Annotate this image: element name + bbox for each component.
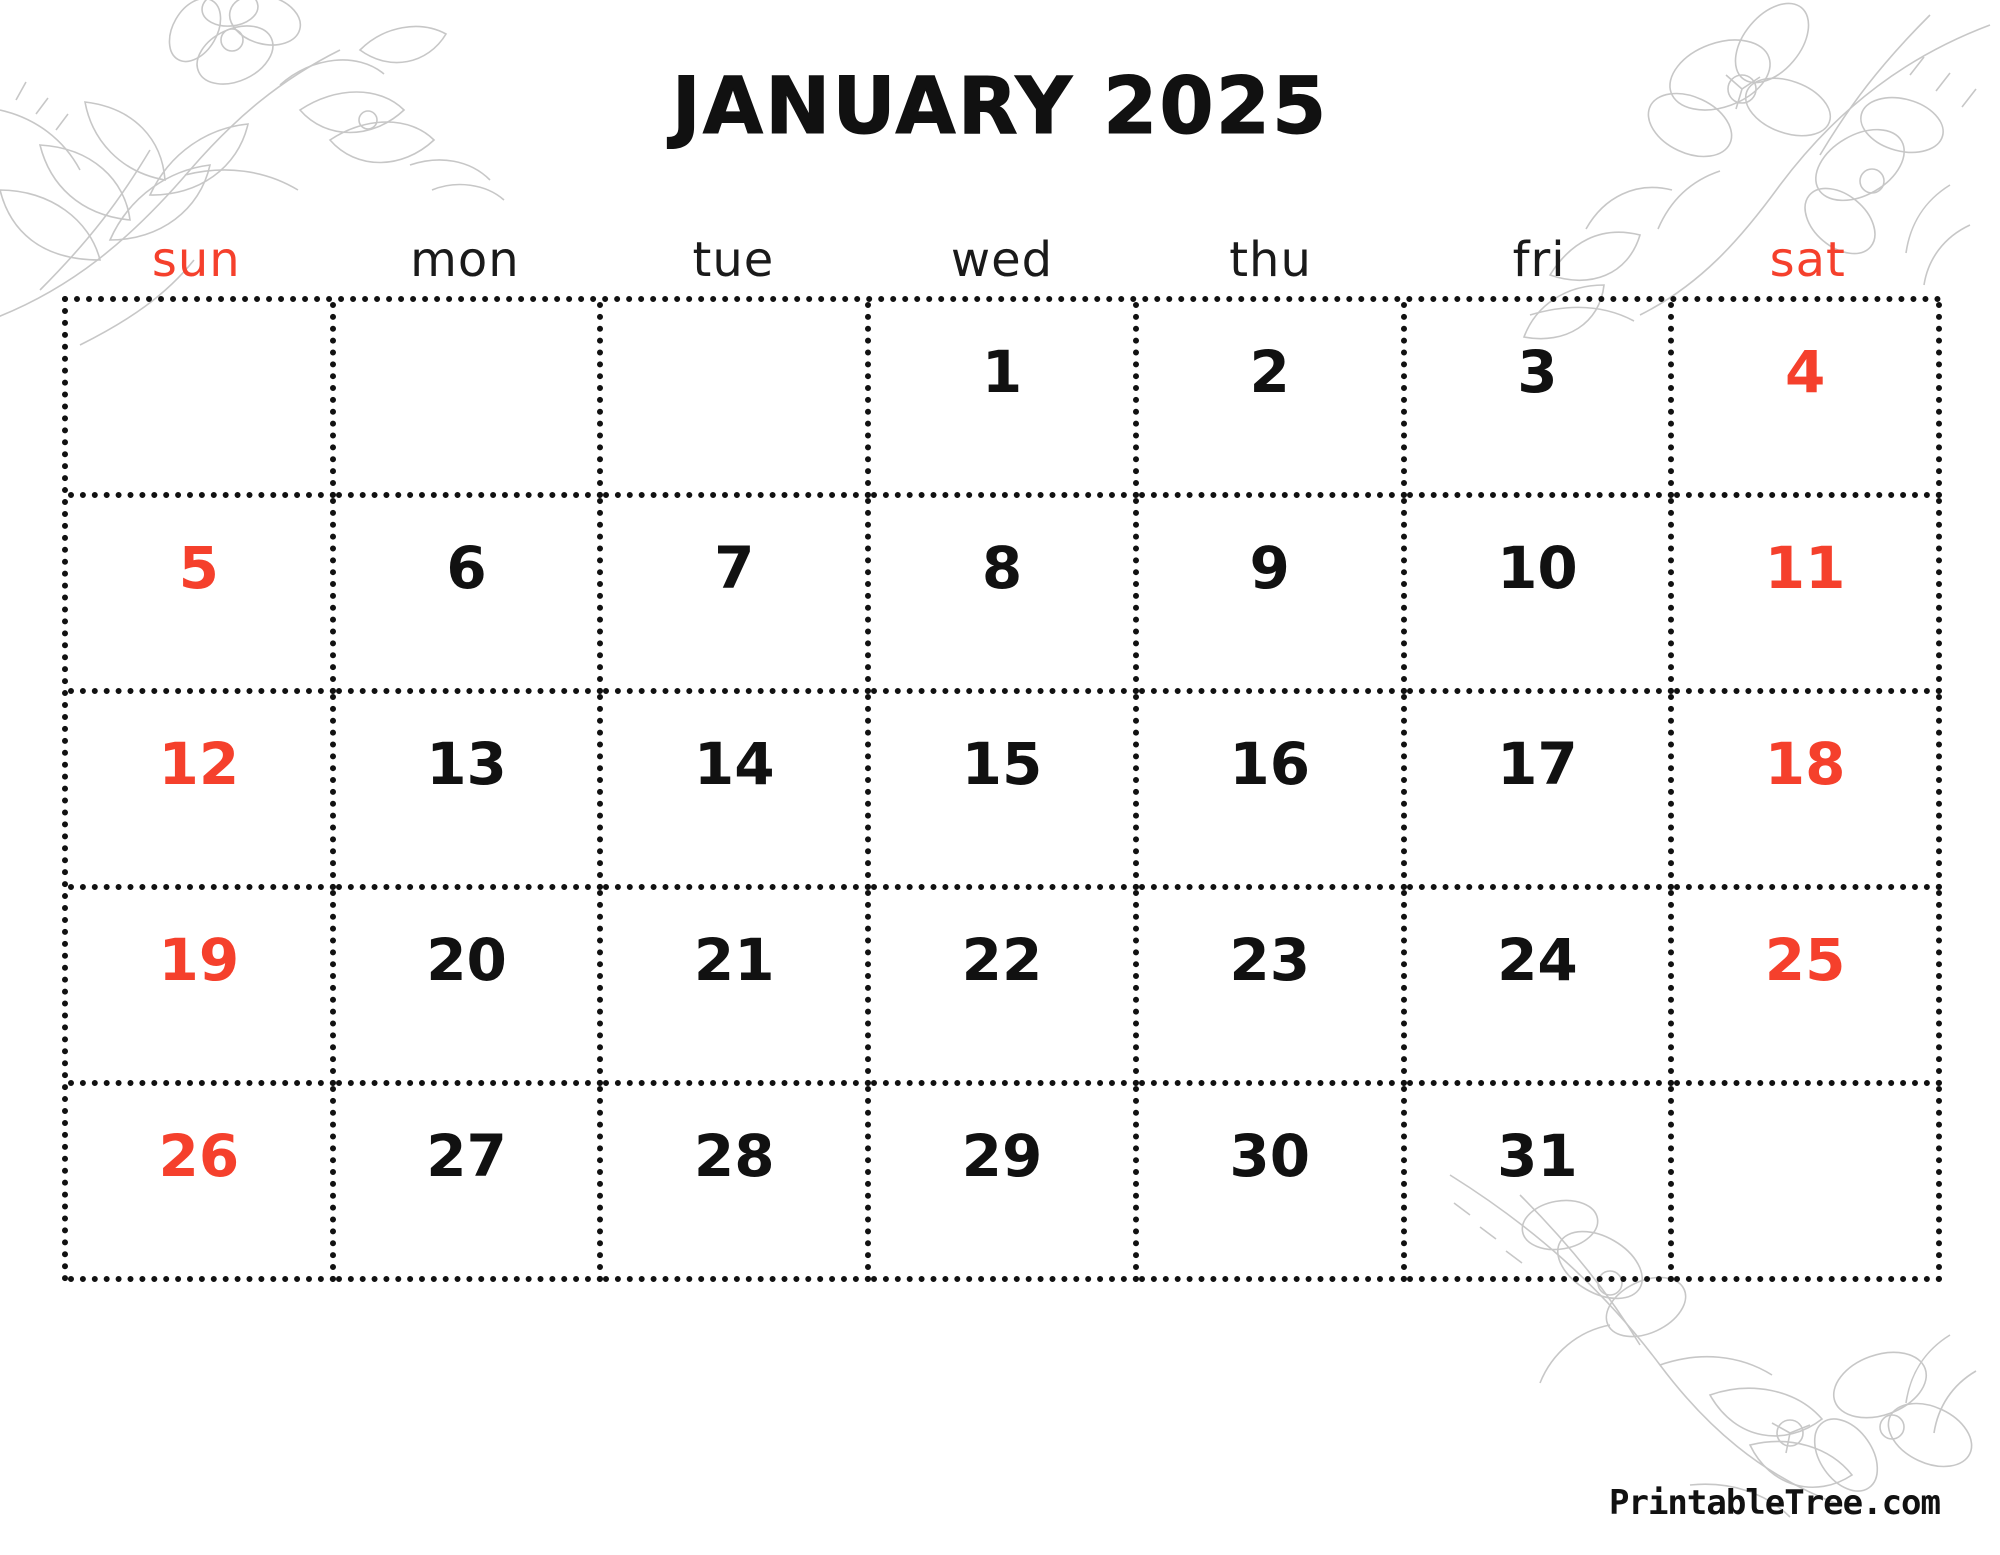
day-cell[interactable] (603, 890, 871, 1086)
calendar-grid (62, 232, 1942, 1282)
day-cell[interactable] (603, 498, 871, 694)
weekday-sun: sun (151, 232, 241, 288)
day-cell[interactable] (871, 890, 1139, 1086)
day-cell[interactable] (603, 694, 871, 890)
day-number: 9 (1249, 534, 1290, 602)
day-number: 25 (1764, 926, 1846, 994)
day-number: 20 (426, 926, 507, 994)
weekday-thu: thu (1229, 232, 1312, 288)
day-number: 24 (1497, 926, 1578, 994)
day-cell[interactable] (603, 302, 871, 498)
day-number: 18 (1764, 730, 1846, 798)
day-number: 21 (693, 926, 775, 994)
day-cell[interactable] (68, 498, 336, 694)
day-cells (62, 296, 1942, 1282)
day-cell[interactable] (336, 302, 604, 498)
day-cell[interactable] (1139, 694, 1407, 890)
day-cell[interactable] (871, 694, 1139, 890)
page-title: JANUARY 2025 (671, 62, 1329, 152)
day-cell[interactable] (68, 1086, 336, 1282)
day-number: 7 (714, 534, 755, 602)
day-cell[interactable] (1407, 890, 1675, 1086)
brand-watermark: PrintableTree.com (1609, 1483, 1940, 1523)
day-number: 29 (961, 1122, 1043, 1190)
day-cell[interactable] (1407, 498, 1675, 694)
day-number: 15 (961, 730, 1043, 798)
day-cell[interactable] (336, 694, 604, 890)
day-number: 5 (178, 534, 220, 602)
weekday-sat: sat (1769, 232, 1846, 288)
day-number: 2 (1249, 338, 1290, 406)
day-number: 4 (1784, 338, 1826, 406)
day-number: 27 (426, 1122, 507, 1190)
day-cell[interactable] (1674, 498, 1942, 694)
day-cell[interactable] (1407, 694, 1675, 890)
day-number: 26 (158, 1122, 240, 1190)
weekday-header-row (62, 232, 1942, 288)
day-cell[interactable] (1674, 694, 1942, 890)
day-cell[interactable] (1139, 302, 1407, 498)
day-number: 23 (1229, 926, 1311, 994)
day-cell[interactable] (1674, 302, 1942, 498)
day-number: 14 (693, 730, 775, 798)
day-number: 3 (1517, 338, 1558, 406)
day-number: 8 (981, 534, 1023, 602)
day-cell[interactable] (1407, 302, 1675, 498)
weekday-mon: mon (410, 232, 520, 288)
day-cell[interactable] (1139, 498, 1407, 694)
day-cell[interactable] (1674, 890, 1942, 1086)
day-number: 10 (1497, 534, 1578, 602)
weekday-fri: fri (1512, 232, 1566, 288)
day-number: 30 (1229, 1122, 1311, 1190)
day-cell[interactable] (336, 890, 604, 1086)
day-cell[interactable] (871, 1086, 1139, 1282)
day-cell[interactable] (1674, 1086, 1942, 1282)
day-number: 1 (981, 338, 1023, 406)
day-cell[interactable] (336, 1086, 604, 1282)
day-cell[interactable] (1139, 1086, 1407, 1282)
day-cell[interactable] (68, 302, 336, 498)
day-number: 12 (158, 730, 240, 798)
day-cell[interactable] (1139, 890, 1407, 1086)
day-number: 31 (1497, 1122, 1578, 1190)
day-cell[interactable] (68, 890, 336, 1086)
day-cell[interactable] (336, 498, 604, 694)
weekday-wed: wed (950, 232, 1054, 288)
day-number: 16 (1229, 730, 1311, 798)
day-number: 6 (446, 534, 487, 602)
day-number: 28 (693, 1122, 775, 1190)
weekday-tue: tue (692, 232, 775, 288)
day-cell[interactable] (1407, 1086, 1675, 1282)
day-number: 19 (158, 926, 240, 994)
day-number: 11 (1764, 534, 1846, 602)
day-cell[interactable] (871, 498, 1139, 694)
day-cell[interactable] (871, 302, 1139, 498)
day-cell[interactable] (68, 694, 336, 890)
day-cell[interactable] (603, 1086, 871, 1282)
day-number: 13 (426, 730, 507, 798)
day-number: 17 (1497, 730, 1578, 798)
day-number: 22 (961, 926, 1043, 994)
